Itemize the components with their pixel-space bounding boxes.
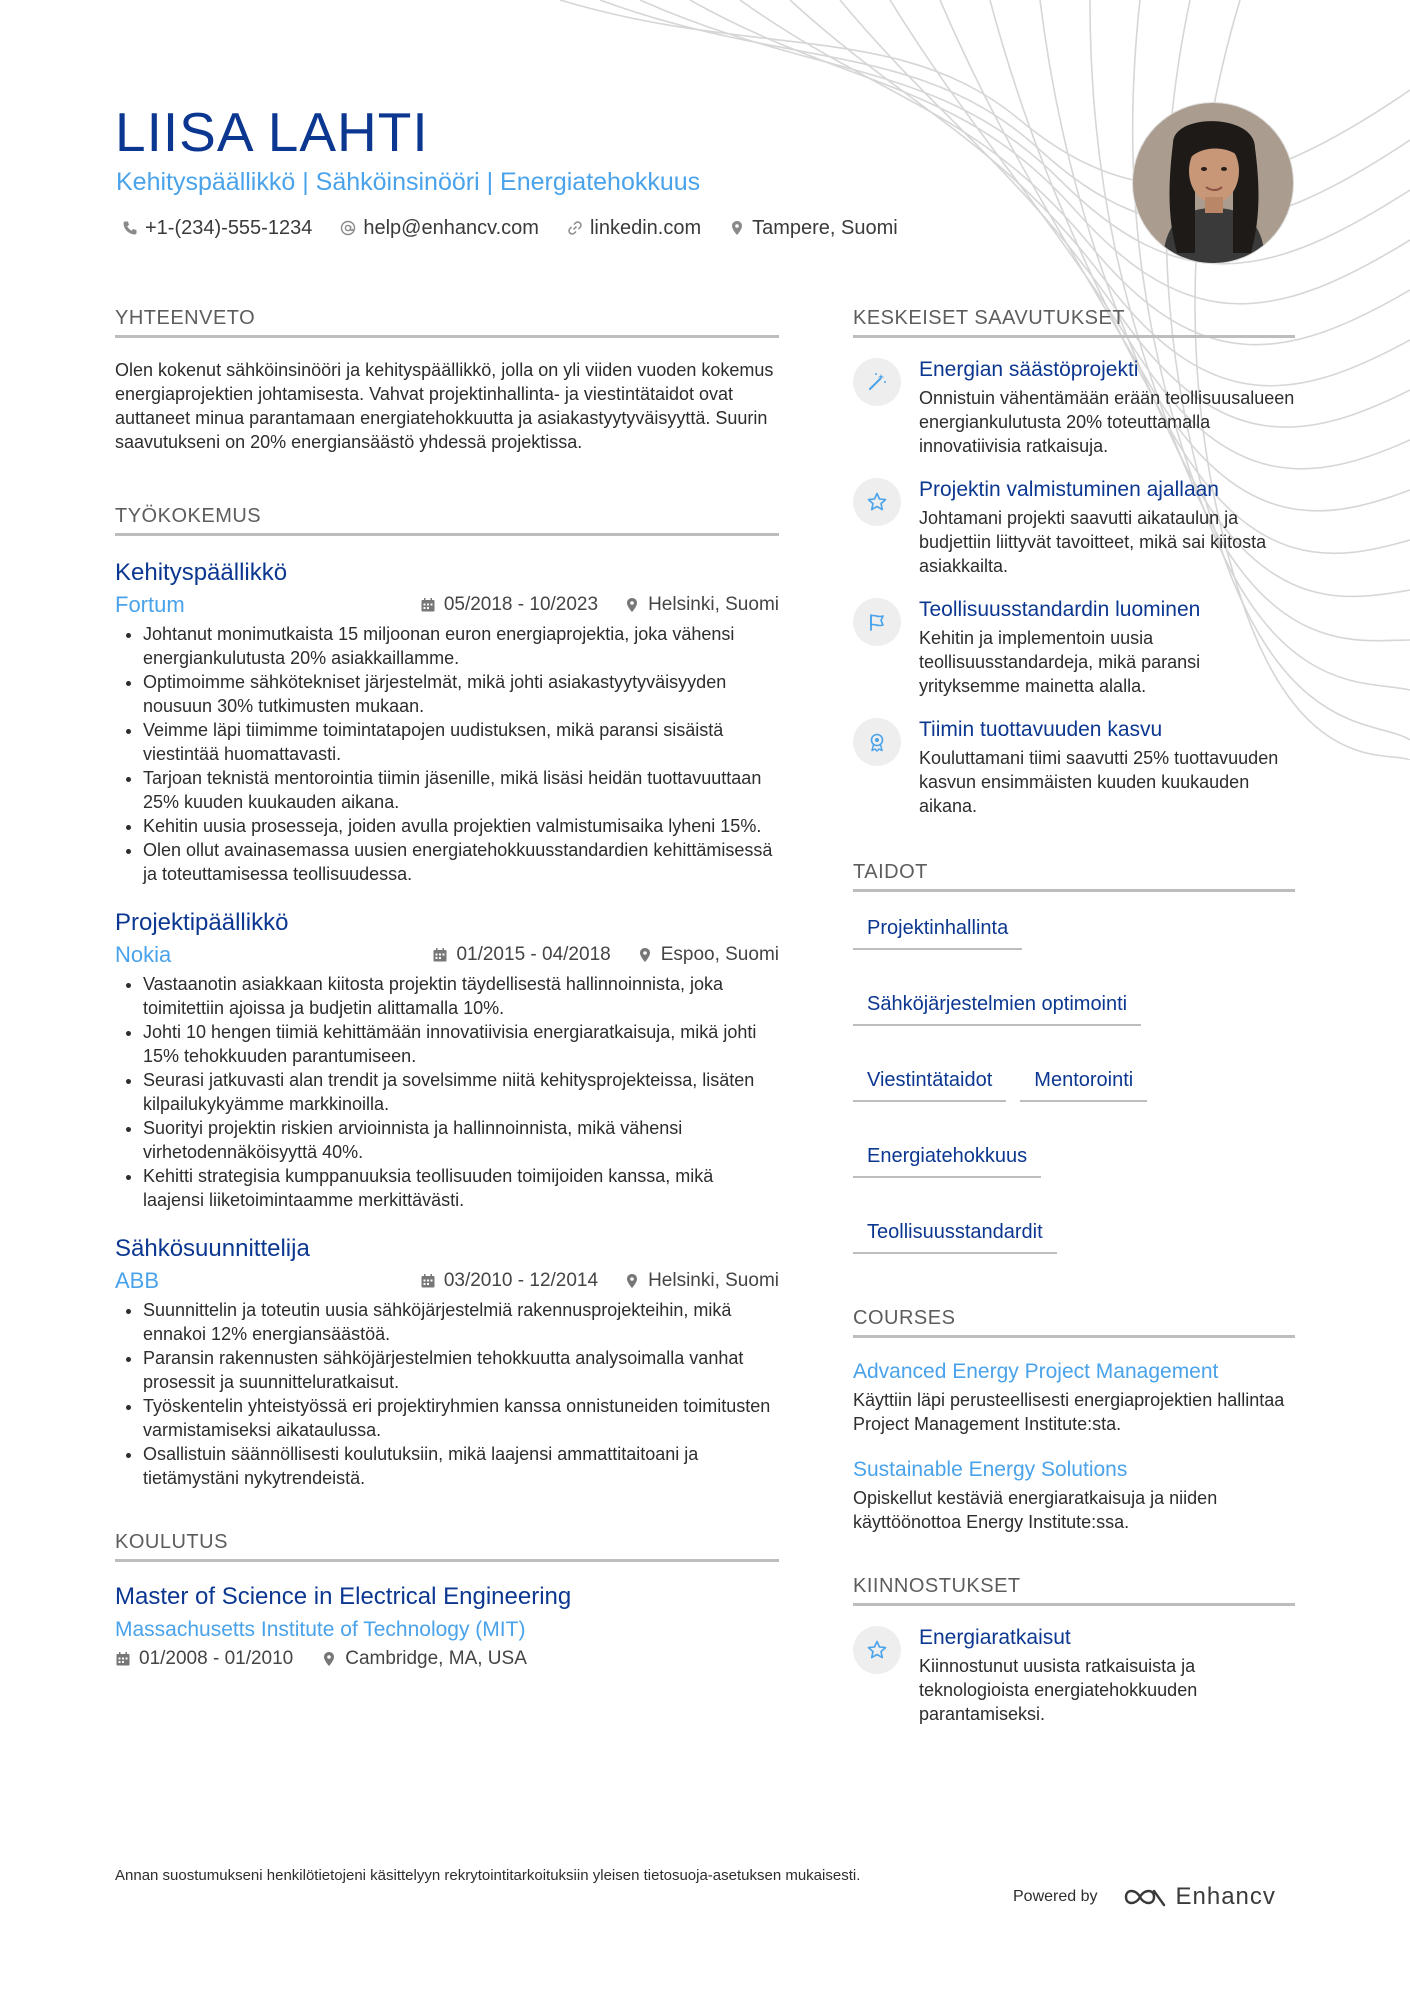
job-entry bbox=[115, 558, 779, 886]
interest-title: Energiaratkaisut bbox=[919, 1626, 1071, 1649]
award-icon bbox=[866, 731, 888, 753]
contact-linkedin[interactable] bbox=[567, 215, 701, 241]
job-company: Nokia bbox=[115, 942, 172, 967]
job-bullets bbox=[115, 972, 779, 1212]
job-bullets bbox=[115, 622, 779, 886]
job-meta-right bbox=[432, 944, 779, 966]
interest-item bbox=[853, 1624, 1295, 1726]
magic-wand-icon bbox=[866, 371, 888, 393]
powered-by-label: Powered by bbox=[1013, 1888, 1098, 1905]
achievement-body bbox=[919, 596, 1295, 698]
location-pin-icon bbox=[637, 947, 653, 963]
job-bullet: • Olen ollut avainasemassa uusien energiatehokkuusstandardien kehittämisessä ja toteuttamisessa teollisuudessa. bbox=[143, 838, 779, 886]
profile-photo bbox=[1132, 102, 1294, 264]
location-pin-icon bbox=[321, 1651, 337, 1667]
achievement-item bbox=[853, 596, 1295, 698]
job-location-text: Helsinki, Suomi bbox=[648, 594, 779, 615]
education-dates-text: 01/2008 - 01/2010 bbox=[139, 1648, 294, 1669]
job-company: ABB bbox=[115, 1268, 160, 1293]
job-title: Kehityspäällikkö bbox=[115, 559, 288, 586]
job-entry bbox=[115, 908, 779, 1212]
job-meta bbox=[115, 592, 779, 618]
job-location-text: Espoo, Suomi bbox=[660, 944, 779, 965]
achievement-title: Energian säästöprojekti bbox=[919, 358, 1139, 381]
course-item bbox=[853, 1358, 1295, 1436]
course-title: Sustainable Energy Solutions bbox=[853, 1458, 1128, 1481]
email-text: help@enhancv.com bbox=[363, 217, 539, 239]
job-bullet: • Vastaanotin asiakkaan kiitosta projektin täydellisestä hallinnoinnista, joka toimitettiin ajoissa ja budjetin alittamalla 10%. bbox=[143, 972, 779, 1020]
interest-icon-badge bbox=[853, 1626, 901, 1674]
job-bullet: • Johti 10 hengen tiimiä kehittämään innovatiivisia energiaratkaisuja, mikä johti 15% tehokkuuden parantumiseen. bbox=[143, 1020, 779, 1068]
job-location bbox=[637, 944, 779, 966]
gdpr-consent: Annan suostumukseni henkilötietojeni käsittelyyn rekrytointitarkoituksiin yleisen tietosuoja-asetuksen mukaisesti. bbox=[115, 1867, 861, 1884]
brand-logo bbox=[1122, 1883, 1276, 1911]
education-dates bbox=[115, 1648, 293, 1670]
courses-heading: COURSES bbox=[853, 1306, 1295, 1338]
achievement-body bbox=[919, 476, 1295, 578]
education-meta bbox=[115, 1648, 779, 1670]
powered-by[interactable] bbox=[1013, 1883, 1276, 1911]
education-location bbox=[321, 1648, 527, 1670]
job-bullet: • Työskentelin yhteistyössä eri projektiryhmien kanssa onnistuneiden toimitusten varmistamiseksi aikataulussa. bbox=[143, 1394, 779, 1442]
portrait-image bbox=[1133, 103, 1294, 264]
contact-email[interactable] bbox=[340, 215, 539, 241]
interest-desc: Kiinnostunut uusista ratkaisuista ja teknologioista energiatehokkuuden parantamiseksi. bbox=[919, 1656, 1198, 1724]
job-dates-text: 03/2010 - 12/2014 bbox=[443, 1270, 599, 1291]
flag-icon bbox=[866, 611, 888, 633]
achievement-item bbox=[853, 476, 1295, 578]
course-item bbox=[853, 1456, 1295, 1534]
job-company: Fortum bbox=[115, 592, 185, 617]
contact-row bbox=[122, 215, 898, 241]
job-bullet: • Paransin rakennusten sähköjärjestelmien tehokkuutta analysoimalla vanhat prosessit ja suunnitteluratkaisut. bbox=[143, 1346, 779, 1394]
brand-name: Enhancv bbox=[1175, 1883, 1276, 1910]
skills-heading: TAIDOT bbox=[853, 860, 1295, 892]
achievement-icon-badge bbox=[853, 598, 901, 646]
achievement-title: Projektin valmistuminen ajallaan bbox=[919, 478, 1219, 501]
achievement-icon-badge bbox=[853, 358, 901, 406]
phone-text: +1-(234)-555-1234 bbox=[145, 217, 313, 239]
achievement-item bbox=[853, 356, 1295, 458]
job-meta-right bbox=[420, 1270, 779, 1292]
location-pin-icon bbox=[729, 220, 745, 236]
skill-tag: Energiatehokkuus bbox=[853, 1136, 1041, 1178]
contact-location bbox=[729, 215, 898, 241]
location-pin-icon bbox=[624, 597, 640, 613]
summary-text: Olen kokenut sähköinsinööri ja kehityspäällikkö, jolla on yli viiden vuoden kokemus energiaprojektien johtamisesta. Vahvat projektinhallinta- ja viestintätaidot ovat auttaneet minua parantamaan energiatehokkuutta ja asiakastyytyväisyyttä. Suurin saavutukseni on 20% energiansäästö yhdessä projektissa. bbox=[115, 360, 774, 452]
achievement-desc: Johtamani projekti saavutti aikataulun ja budjettiin liittyvät tavoitteet, mikä sai kiitosta asiakkailta. bbox=[919, 508, 1267, 576]
education-heading: KOULUTUS bbox=[115, 1530, 779, 1562]
contact-phone[interactable] bbox=[122, 215, 312, 241]
job-location bbox=[624, 1270, 779, 1292]
skill-tag: Sähköjärjestelmien optimointi bbox=[853, 984, 1141, 1026]
job-bullet: • Osallistuin säännöllisesti koulutuksiin, mikä laajensi ammattitaitoani ja tietämystäni nykytrendeistä. bbox=[143, 1442, 779, 1490]
job-title: Sähkösuunnittelija bbox=[115, 1235, 310, 1262]
achievement-item bbox=[853, 716, 1295, 818]
achievement-desc: Onnistuin vähentämään erään teollisuusalueen energiankulutusta 20% toteuttamalla innovatiivisia ratkaisuja. bbox=[919, 388, 1295, 456]
phone-icon bbox=[122, 220, 138, 236]
job-bullet: • Tarjoan teknistä mentorointia tiimin jäsenille, mikä lisäsi heidän tuottavuuttaan 25% kuuden kuukauden aikana. bbox=[143, 766, 779, 814]
achievement-icon-badge bbox=[853, 478, 901, 526]
calendar-icon bbox=[115, 1651, 131, 1667]
right-column bbox=[853, 306, 1295, 1726]
skill-tag: Mentorointi bbox=[1020, 1060, 1147, 1102]
candidate-name: LIISA LAHTI bbox=[115, 101, 429, 163]
job-meta bbox=[115, 942, 779, 968]
job-location-text: Helsinki, Suomi bbox=[648, 1270, 779, 1291]
enhancv-logo-icon bbox=[1122, 1885, 1168, 1909]
candidate-subtitle: Kehityspäällikkö | Sähköinsinööri | Energiatehokkuus bbox=[116, 168, 701, 196]
experience-heading: TYÖKOKEMUS bbox=[115, 504, 779, 536]
star-icon bbox=[866, 491, 888, 513]
job-dates-text: 05/2018 - 10/2023 bbox=[443, 594, 599, 615]
interest-body bbox=[919, 1624, 1295, 1726]
skill-tag: Viestintätaidot bbox=[853, 1060, 1006, 1102]
job-dates bbox=[432, 944, 610, 966]
skills-list bbox=[853, 908, 1295, 1254]
job-title: Projektipäällikkö bbox=[115, 909, 289, 936]
education-location-text: Cambridge, MA, USA bbox=[345, 1648, 527, 1669]
job-bullet: • Optimoimme sähkötekniset järjestelmät, mikä johti asiakastyytyväisyyden nousuun 30% tutkimusten mukaan. bbox=[143, 670, 779, 718]
location-pin-icon bbox=[624, 1273, 640, 1289]
job-entry bbox=[115, 1234, 779, 1490]
location-text: Tampere, Suomi bbox=[752, 217, 898, 239]
link-icon bbox=[567, 220, 583, 236]
job-bullet: • Suunnittelin ja toteutin uusia sähköjärjestelmiä rakennusprojekteihin, mikä ennakoi 12% energiansäästöä. bbox=[143, 1298, 779, 1346]
summary-heading: YHTEENVETO bbox=[115, 306, 779, 338]
achievement-body bbox=[919, 716, 1295, 818]
job-bullet: • Suorityi projektin riskien arvioinnista ja hallinnoinnista, mikä vähensi virhetodennäköisyyttä 40%. bbox=[143, 1116, 779, 1164]
skill-tag: Projektinhallinta bbox=[853, 908, 1022, 950]
job-bullet: • Kehitti strategisia kumppanuuksia teollisuuden toimijoiden kanssa, mikä laajensi liiketoimintaamme merkittävästi. bbox=[143, 1164, 779, 1212]
interests-heading: KIINNOSTUKSET bbox=[853, 1574, 1295, 1606]
job-dates bbox=[420, 594, 598, 616]
achievement-desc: Kouluttamani tiimi saavutti 25% tuottavuuden kasvun ensimmäisten kuuden kuukauden aikana. bbox=[919, 748, 1279, 816]
job-bullet: • Johtanut monimutkaista 15 miljoonan euron energiaprojektia, joka vähensi energiankulutusta 20% asiakkaillamme. bbox=[143, 622, 779, 670]
left-column bbox=[115, 306, 779, 1670]
achievement-title: Tiimin tuottavuuden kasvu bbox=[919, 718, 1163, 741]
calendar-icon bbox=[432, 947, 448, 963]
job-bullet: • Kehitin uusia prosesseja, joiden avulla projektien valmistumisaika lyheni 15%. bbox=[143, 814, 779, 838]
course-desc: Käyttiin läpi perusteellisesti energiaprojektien hallintaa Project Management Institute:sta. bbox=[853, 1390, 1285, 1434]
job-bullets bbox=[115, 1298, 779, 1490]
job-bullet: • Seurasi jatkuvasti alan trendit ja sovelsimme niitä kehitysprojekteissa, lisäten kilpailukykyämme markkinoilla. bbox=[143, 1068, 779, 1116]
job-bullet: • Veimme läpi tiimimme toimintatapojen uudistuksen, mikä paransi sisäistä viestintää huomattavasti. bbox=[143, 718, 779, 766]
course-desc: Opiskellut kestäviä energiaratkaisuja ja niiden käyttöönottoa Energy Institute:ssa. bbox=[853, 1488, 1218, 1532]
job-meta bbox=[115, 1268, 779, 1294]
star-icon bbox=[866, 1639, 888, 1661]
job-location bbox=[624, 594, 779, 616]
linkedin-text: linkedin.com bbox=[589, 217, 702, 239]
job-dates bbox=[420, 1270, 598, 1292]
skill-tag: Teollisuusstandardit bbox=[853, 1212, 1057, 1254]
achievements-heading: KESKEISET SAAVUTUKSET bbox=[853, 306, 1295, 338]
achievement-body bbox=[919, 356, 1295, 458]
at-icon bbox=[340, 220, 356, 236]
degree-title: Master of Science in Electrical Engineering bbox=[115, 1583, 572, 1610]
course-title: Advanced Energy Project Management bbox=[853, 1360, 1219, 1383]
school-name: Massachusetts Institute of Technology (MIT) bbox=[115, 1618, 526, 1641]
calendar-icon bbox=[420, 1273, 436, 1289]
calendar-icon bbox=[420, 597, 436, 613]
achievement-title: Teollisuusstandardin luominen bbox=[919, 598, 1201, 621]
job-meta-right bbox=[420, 594, 779, 616]
achievement-desc: Kehitin ja implementoin uusia teollisuusstandardeja, mikä paransi yrityksemme mainetta alalla. bbox=[919, 628, 1201, 696]
job-dates-text: 01/2015 - 04/2018 bbox=[456, 944, 611, 965]
achievement-icon-badge bbox=[853, 718, 901, 766]
